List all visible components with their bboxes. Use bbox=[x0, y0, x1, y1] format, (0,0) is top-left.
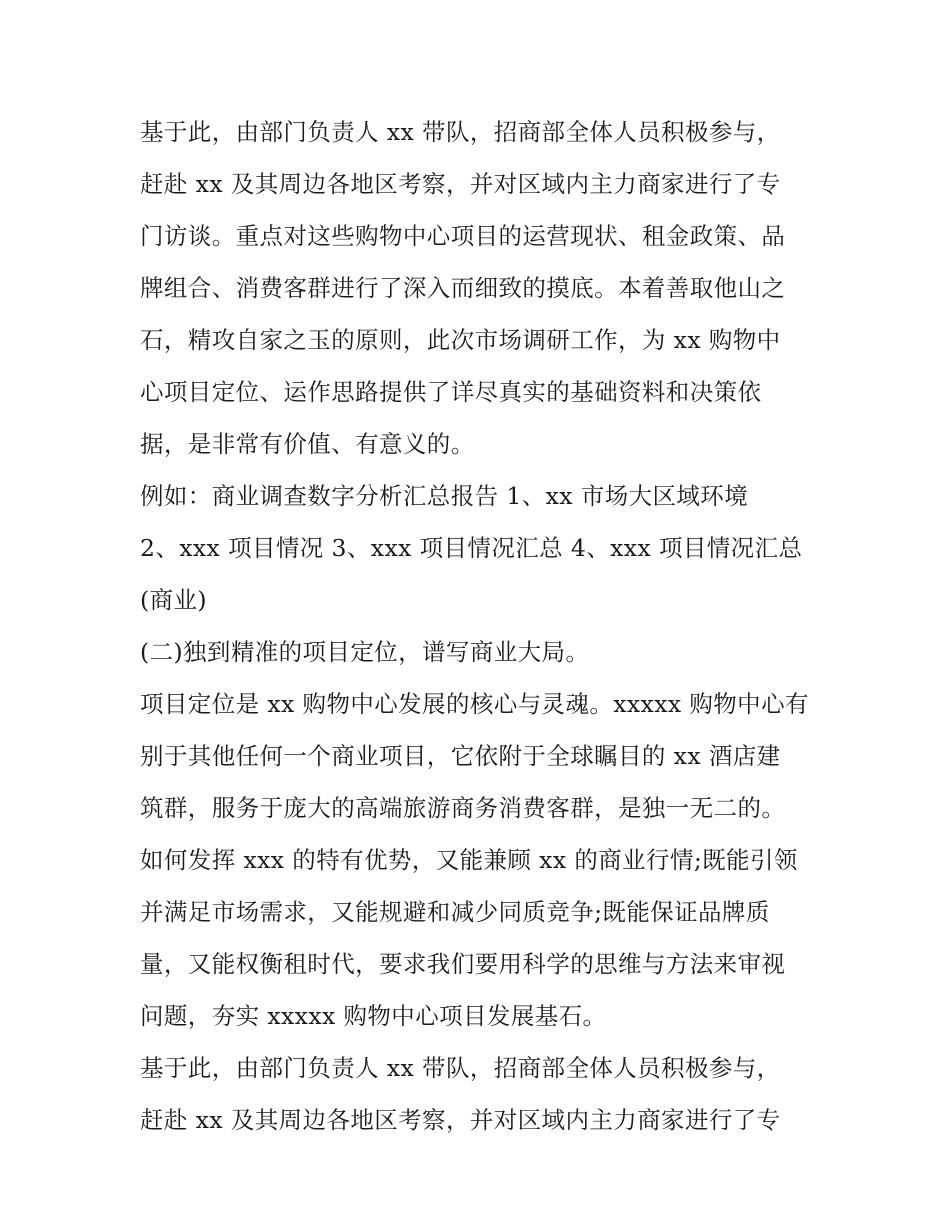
document-body bbox=[140, 106, 820, 1146]
text-line: 据，是非常有价值、有意义的。 bbox=[140, 430, 475, 458]
text-line: 赶赴 xx 及其周边各地区考察，并对区域内主力商家进行了专 bbox=[140, 170, 781, 198]
text-line: 2、xxx 项目情况 3、xxx 项目情况汇总 4、xxx 项目情况汇总 bbox=[140, 534, 803, 562]
text-line: 例如：商业调查数字分析汇总报告 1、xx 市场大区域环境 bbox=[140, 482, 749, 510]
text-line: 量，又能权衡租时代，要求我们要用科学的思维与方法来审视 bbox=[140, 950, 786, 978]
text-line: 筑群，服务于庞大的高端旅游商务消费客群，是独一无二的。 bbox=[140, 794, 786, 822]
text-line: 心项目定位、运作思路提供了详尽真实的基础资料和决策依 bbox=[140, 378, 762, 406]
text-line: 并满足市场需求，又能规避和减少同质竞争;既能保证品牌质 bbox=[140, 898, 770, 926]
text-line: 牌组合、消费客群进行了深入而细致的摸底。本着善取他山之 bbox=[140, 274, 786, 302]
section-heading: (二)独到精准的项目定位，谱写商业大局。 bbox=[140, 638, 590, 666]
text-line: 别于其他任何一个商业项目，它依附于全球瞩目的 xx 酒店建 bbox=[140, 742, 781, 770]
text-line: 基于此，由部门负责人 xx 带队，招商部全体人员积极参与， bbox=[140, 118, 781, 146]
text-line: 门访谈。重点对这些购物中心项目的运营现状、租金政策、品 bbox=[140, 222, 786, 250]
text-line: 赶赴 xx 及其周边各地区考察，并对区域内主力商家进行了专 bbox=[140, 1106, 781, 1134]
text-line: 问题，夯实 xxxxx 购物中心项目发展基石。 bbox=[140, 1002, 607, 1030]
text-line: 项目定位是 xx 购物中心发展的核心与灵魂。xxxxx 购物中心有 bbox=[140, 690, 809, 718]
text-line: 如何发挥 xxx 的特有优势，又能兼顾 xx 的商业行情;既能引领 bbox=[140, 846, 798, 874]
text-line: (商业) bbox=[140, 586, 207, 614]
text-line: 石，精攻自家之玉的原则，此次市场调研工作，为 xx 购物中 bbox=[140, 326, 781, 354]
text-line: 基于此，由部门负责人 xx 带队，招商部全体人员积极参与， bbox=[140, 1054, 781, 1082]
